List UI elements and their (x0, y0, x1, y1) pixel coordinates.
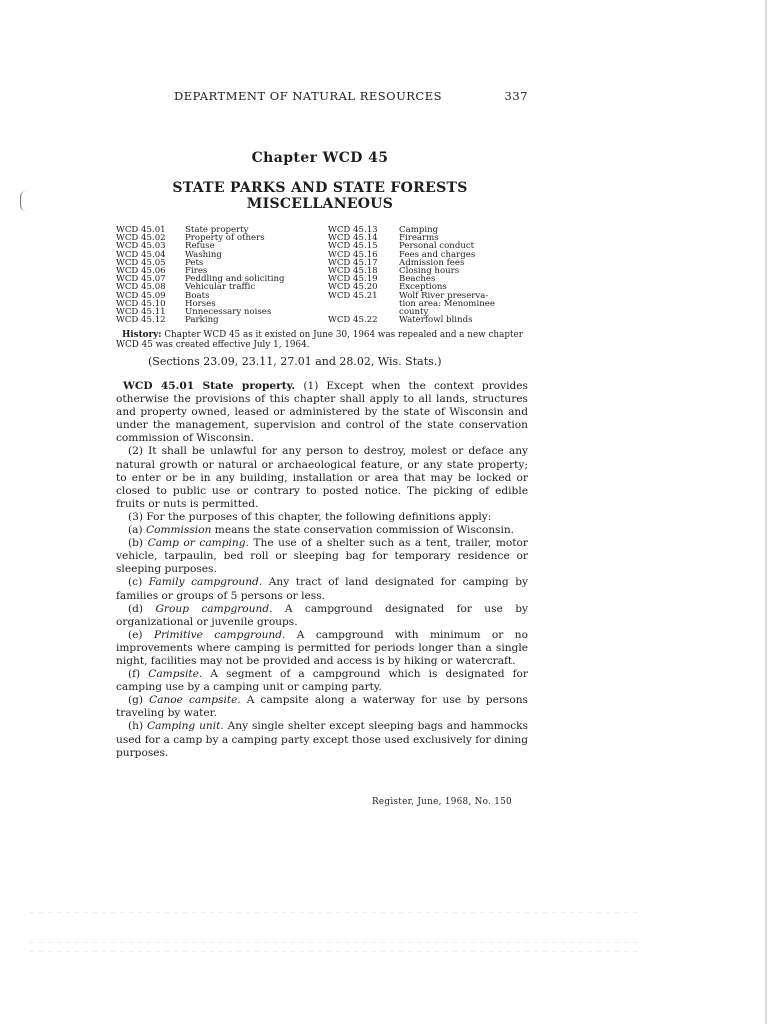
definition-paragraph (116, 576, 528, 602)
toc-section-title: Waterfowl blinds (399, 315, 473, 326)
definition-term: Family campground. (148, 576, 263, 589)
toc-section-title: Property of others (185, 233, 265, 244)
definition-paragraph (116, 694, 528, 720)
section-body (116, 380, 528, 760)
toc-section-number: WCD 45.14 (328, 233, 378, 244)
toc-section-title: Camping (399, 225, 439, 235)
toc-row (116, 259, 528, 267)
definition-paragraph (116, 537, 528, 576)
toc-section-number: WCD 45.22 (328, 315, 378, 326)
toc-section-title: Closing hours (399, 265, 460, 276)
definition-label: (b) (128, 537, 144, 550)
toc-section-number: WCD 45.18 (328, 265, 378, 276)
definition-paragraph (116, 668, 528, 694)
statute-sections-note: (Sections 23.09, 23.11, 27.01 and 28.02, Wis. Stats.) (148, 355, 442, 368)
toc-section-number: WCD 45.08 (116, 282, 166, 293)
toc-section-title: Fires (185, 265, 208, 276)
toc-row (116, 267, 528, 275)
toc-section-title: Vehicular traffic (185, 282, 256, 293)
history-text: Chapter WCD 45 as it existed on June 30, 1964 was repealed and a new chapter WCD 45 was created effective July 1, 1964. (116, 330, 523, 350)
definition-text: A campground with minimum or no improvements where camping is permitted for periods longer than a single night, facilities may not be provided and access is by hiking or watercraft. (116, 628, 528, 667)
toc-section-number: WCD 45.12 (116, 315, 166, 326)
toc-section-number: WCD 45.02 (116, 233, 166, 244)
toc-section-title: Firearms (399, 233, 439, 244)
definition-text: A campground designated for use by organizational or juvenile groups. (116, 602, 528, 628)
section-heading: WCD 45.01 State property. (123, 380, 296, 392)
definition-term: Commission (145, 524, 212, 537)
toc-row (116, 316, 528, 324)
toc-row (116, 226, 528, 234)
scan-edge-line (765, 0, 767, 1024)
toc-section-title: Beaches (399, 274, 436, 285)
scan-noise-line (30, 912, 640, 913)
toc-row (116, 300, 528, 308)
toc-section-number: WCD 45.13 (328, 225, 378, 235)
definition-paragraph (116, 629, 528, 668)
definition-paragraph (116, 720, 528, 759)
definition-label: (h) (128, 720, 144, 733)
definition-term: Campsite. (148, 668, 203, 681)
definition-label: (e) (128, 628, 143, 641)
toc-section-number: WCD 45.19 (328, 274, 378, 285)
paragraph-text: (1) Except when the context provides otherwise the provisions of this chapter shall apply to all lands, structures and property owned, leased or administered by the state of Wisconsin and under the management, supervision and control of the state conservation commission of Wisconsin. (116, 380, 528, 445)
chapter-subtitle-line: STATE PARKS AND STATE FORESTS (172, 180, 468, 196)
definition-term: Group campground. (155, 602, 273, 615)
toc-section-title: Refuse (185, 241, 215, 252)
chapter-title: Chapter WCD 45 (251, 150, 389, 166)
toc-section-number: WCD 45.20 (328, 282, 378, 293)
toc-section-title: Personal conduct (399, 241, 475, 252)
toc-section-number: WCD 45.04 (116, 249, 166, 260)
toc-section-title: Admission fees (399, 257, 465, 268)
toc-section-number: WCD 45.16 (328, 249, 378, 260)
definition-paragraph (116, 603, 528, 629)
definition-paragraph (116, 524, 528, 537)
definition-label: (d) (128, 602, 144, 615)
toc-section-number: WCD 45.10 (116, 298, 166, 309)
definition-label: (a) (128, 524, 143, 537)
definition-label: (g) (128, 694, 144, 707)
paragraph: (2) It shall be unlawful for any person to destroy, molest or deface any natural growth or natural or archaeological feature, or any state property; to enter or be in any building, installation or area that may be locked or closed to public use or contrary to posted notice. The picking of edible fruits or nuts is permitted. (116, 445, 528, 510)
toc-section-title: Wolf River preserva- (399, 290, 489, 301)
toc-row (116, 275, 528, 283)
definition-text: A segment of a campground which is designated for camping use by a camping unit or camping party. (116, 668, 528, 694)
definition-term: Camping unit. (146, 720, 224, 733)
toc-section-title: Peddling and soliciting (185, 274, 285, 285)
scan-noise-line (30, 951, 640, 952)
toc-section-title: Fees and charges (399, 249, 476, 260)
toc-section-title: Exceptions (399, 282, 447, 293)
toc-section-title: Boats (185, 290, 210, 301)
page-number: 337 (504, 89, 528, 103)
history-note (116, 331, 528, 350)
toc-section-title: tion area: Menominee (399, 298, 495, 309)
definition-text: A campsite along a waterway for use by persons traveling by water. (116, 694, 528, 720)
toc-section-title: Washing (185, 249, 222, 260)
toc-section-number: WCD 45.17 (328, 257, 378, 268)
toc-section-number: WCD 45.21 (328, 290, 378, 301)
toc-section-number: WCD 45.11 (116, 306, 166, 317)
toc-section-number: WCD 45.05 (116, 257, 166, 268)
definition-text: means the state conservation commission of Wisconsin. (211, 524, 515, 537)
toc-section-title: Parking (185, 315, 219, 326)
definitions-list (116, 524, 528, 760)
chapter-subtitle-line: MISCELLANEOUS (246, 196, 394, 212)
toc-section-number: WCD 45.15 (328, 241, 378, 252)
definition-term: Camp or camping. (147, 537, 249, 550)
toc-section-title: county (399, 306, 429, 317)
definition-label: (c) (128, 576, 143, 589)
definition-term: Canoe campsite. (149, 694, 241, 707)
definition-text: Any tract of land designated for camping by families or groups of 5 persons or less. (116, 576, 528, 602)
toc-row (116, 251, 528, 259)
toc-section-title: Horses (185, 298, 216, 309)
toc-section-number: WCD 45.07 (116, 274, 166, 285)
chapter-subtitle (0, 180, 640, 212)
definition-label: (f) (128, 668, 141, 681)
history-label: History: (122, 330, 162, 340)
register-footer: Register, June, 1968, No. 150 (372, 797, 512, 807)
toc-section-number: WCD 45.06 (116, 265, 166, 276)
toc-section-title: Pets (185, 257, 204, 268)
running-header (174, 89, 528, 103)
toc-section-number: WCD 45.09 (116, 290, 166, 301)
toc-section-title: Unnecessary noises (185, 306, 272, 317)
definition-text: The use of a shelter such as a tent, trailer, motor vehicle, tarpaulin, bed roll or sleeping bag for temporary residence or sleeping purposes. (116, 537, 528, 576)
toc-section-number: WCD 45.03 (116, 241, 166, 252)
table-of-contents (116, 226, 528, 324)
toc-section-title: State property (185, 225, 249, 235)
scan-noise-line (30, 942, 640, 943)
running-title: DEPARTMENT OF NATURAL RESOURCES (174, 89, 442, 103)
definition-term: Primitive campground. (153, 628, 286, 641)
toc-section-number: WCD 45.01 (116, 225, 166, 235)
paragraph: (3) For the purposes of this chapter, the following definitions apply: (128, 510, 492, 523)
paragraph (116, 380, 528, 445)
definition-text: Any single shelter except sleeping bags and hammocks used for a camp by a camping party except those used exclusively for dining purposes. (116, 720, 528, 759)
